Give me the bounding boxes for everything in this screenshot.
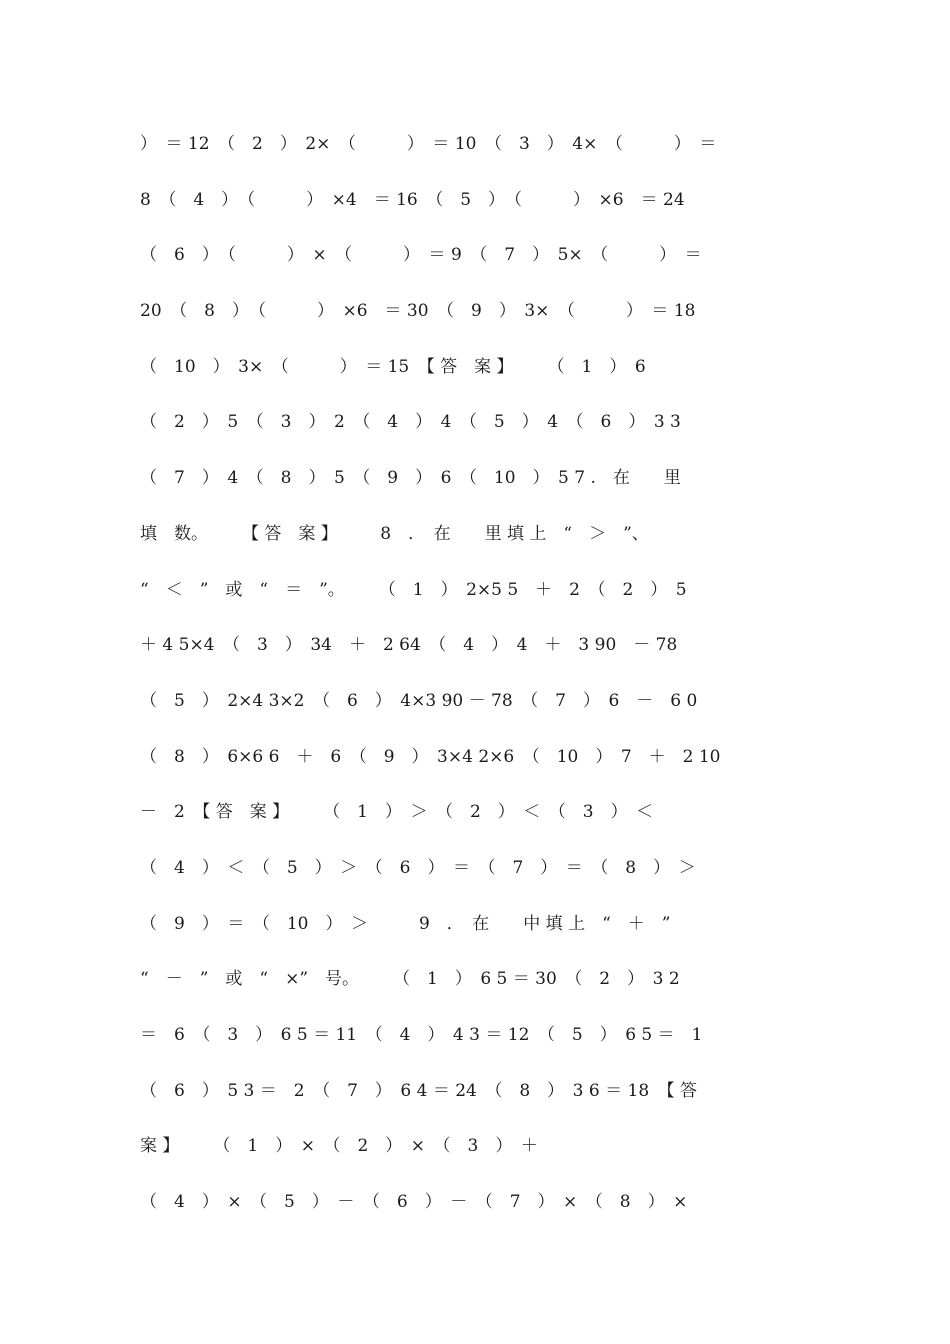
text-line: ） ＝ 12 （ 2 ） 2× （ ） ＝ 10 （ 3 ） 4× （ ） ＝	[140, 134, 717, 154]
text-line: （ 5 ） 2×4 3×2 （ 6 ） 4×3 90 － 78 （ 7 ） 6 － 6 0	[140, 690, 698, 711]
text-line: （ 10 ） 3× （ ） ＝ 15 【 答 案 】 （ 1 ） 6	[140, 356, 646, 377]
text-line: （ 4 ） × （ 5 ） － （ 6 ） － （ 7 ） × （ 8 ） ×	[140, 1192, 688, 1213]
text-line: 案 】 （ 1 ） × （ 2 ） × （ 3 ） ＋	[140, 1136, 538, 1157]
text-line: （ 8 ） 6×6 6 ＋ 6 （ 9 ） 3×4 2×6 （ 10 ） 7 ＋ 2 10	[140, 746, 721, 767]
text-line: ＝ 6 （ 3 ） 6 5 ＝ 11 （ 4 ） 4 3 ＝ 12 （ 5 ） 6 5 ＝ 1	[140, 1025, 703, 1045]
text-line: 8 （ 4 ） （ ） ×4 ＝ 16 （ 5 ） （ ） ×6 ＝ 24	[140, 189, 685, 210]
text-line: 填 数。 【 答 案 】 8 ． 在 里 填 上 “ ＞ ”、	[140, 523, 649, 544]
text-line: （ 7 ） 4 （ 8 ） 5 （ 9 ） 6 （ 10 ） 5 7 . 在 里	[140, 468, 681, 489]
text-line: 20 （ 8 ） （ ） ×6 ＝ 30 （ 9 ） 3× （ ） ＝ 18	[140, 301, 696, 322]
text-line: ＋ 4 5×4 （ 3 ） 34 ＋ 2 64 （ 4 ） 4 ＋ 3 90 － 78	[140, 635, 678, 656]
text-line: － 2 【 答 案 】 （ 1 ） ＞ （ 2 ） ＜ （ 3 ） ＜	[140, 802, 654, 823]
document-body	[140, 122, 820, 1236]
text-line: （ 9 ） ＝ （ 10 ） ＞ 9 ． 在 中 填 上 “ ＋ ”	[140, 913, 671, 934]
text-line: （ 4 ） ＜ （ 5 ） ＞ （ 6 ） ＝ （ 7 ） ＝ （ 8 ） ＞	[140, 857, 696, 878]
text-line: （ 6 ） 5 3 ＝ 2 （ 7 ） 6 4 ＝ 24 （ 8 ） 3 6 ＝ 18 【 答	[140, 1080, 698, 1101]
text-line: （ 2 ） 5 （ 3 ） 2 （ 4 ） 4 （ 5 ） 4 （ 6 ） 3 3	[140, 412, 681, 433]
text-line: （ 6 ） （ ） × （ ） ＝ 9 （ 7 ） 5× （ ） ＝	[140, 245, 702, 266]
text-line: “ ＜ ” 或 “ ＝ ”。 （ 1 ） 2×5 5 ＋ 2 （ 2 ） 5	[140, 579, 687, 600]
text-line: “ － ” 或 “ ×” 号。 （ 1 ） 6 5 ＝ 30 （ 2 ） 3 2	[140, 969, 680, 990]
